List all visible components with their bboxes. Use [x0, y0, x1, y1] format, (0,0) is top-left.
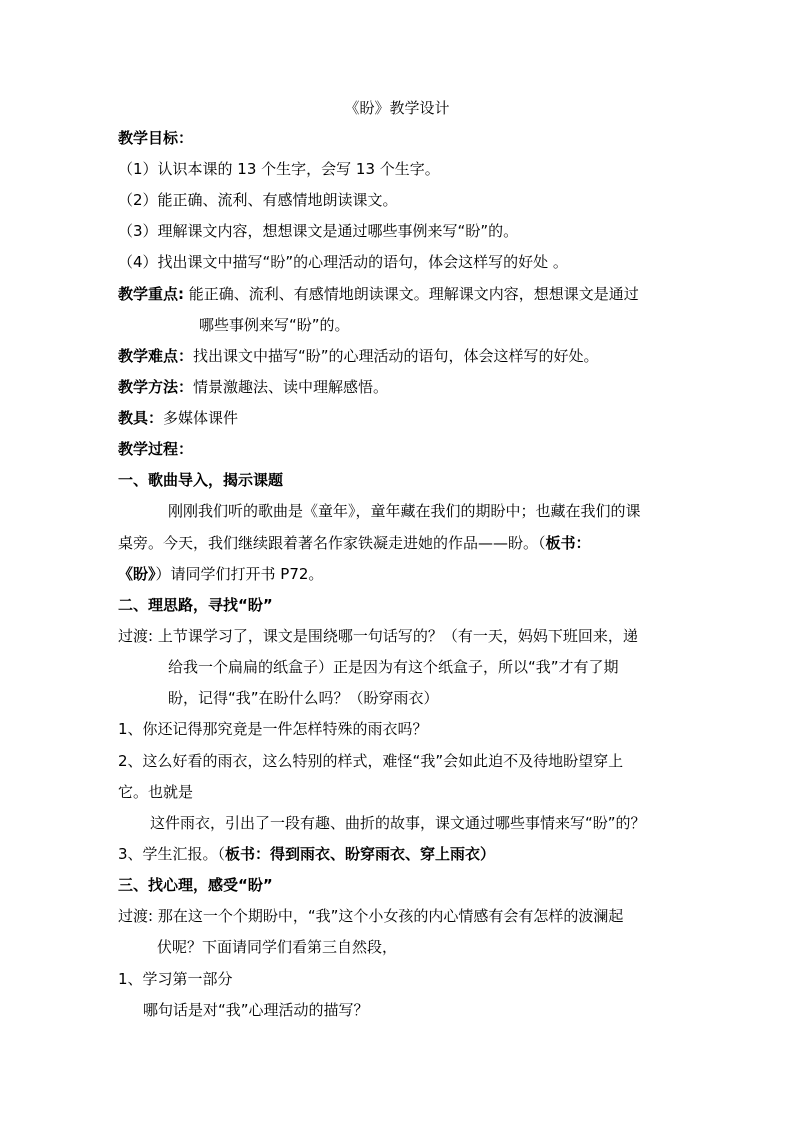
line-objective-2: [118, 189, 398, 211]
paragraph-line: [168, 687, 439, 709]
text-run: 桌旁。今天，我们继续跟着著名作家铁凝走进她的作品——盼。（: [118, 534, 546, 552]
text-run: （4）找出课文中描写“盼”的心理活动的语句，体会这样写的好处 。: [118, 253, 568, 271]
text-run: （1）认识本课的 13 个生字，会写 13 个生字。: [118, 160, 440, 178]
list-item: [118, 718, 428, 740]
bold-text-run: 教学过程：: [118, 440, 194, 458]
list-item: [118, 750, 623, 772]
text-run: 多媒体课件: [163, 409, 239, 427]
text-run: 刚刚我们听的歌曲是《童年》，童年藏在我们的期盼中；也藏在我们的课: [168, 502, 641, 520]
text-run: 盼，记得“我”在盼什么吗？（盼穿雨衣）: [168, 689, 439, 707]
section-3-heading: [118, 874, 273, 896]
paragraph-line: [143, 999, 369, 1021]
line-objectives-heading: [118, 127, 193, 149]
bold-text-run: 一、歌曲导入，揭示课题: [118, 471, 284, 489]
bold-text-run: 《盼》: [118, 565, 156, 583]
paragraph-line: [150, 812, 646, 834]
paragraph-line: [118, 563, 323, 585]
paragraph-line: [168, 656, 619, 678]
paragraph-line: [118, 905, 623, 927]
text-run: 过渡: 上节课学习了，课文是围绕哪一句话写的？（有一天，妈妈下班回来，递: [118, 627, 638, 645]
line-teaching-aids: [118, 407, 238, 429]
text-run: 给我一个扁扁的纸盒子）正是因为有这个纸盒子，所以“我”才有了期: [168, 658, 619, 676]
text-run: 1、学习第一部分: [118, 970, 233, 988]
text-run: 哪句话是对“我”心理活动的描写？: [143, 1001, 369, 1019]
list-item: [118, 968, 233, 990]
paragraph-line: [118, 532, 591, 554]
paragraph-line: [168, 500, 641, 522]
paragraph-line: [118, 781, 193, 803]
text-run: （2）能正确、流利、有感情地朗读课文。: [118, 191, 398, 209]
line-methods: [118, 376, 388, 398]
section-1-heading: [118, 469, 283, 491]
text-run: 能正确、流利、有感情地朗读课文。理解课文内容，想想课文是通过: [184, 285, 639, 303]
text-run: 哪些事例来写“盼”的。: [199, 316, 350, 334]
text-run: （3）理解课文内容，想想课文是通过哪些事例来写“盼”的。: [118, 222, 519, 240]
text-run: 伏呢？下面请同学们看第三自然段，: [157, 938, 398, 956]
line-objective-1: [118, 158, 440, 180]
line-key-points: [118, 283, 639, 305]
bold-text-run: 教学目标：: [118, 129, 194, 147]
text-run: 它。也就是: [118, 783, 194, 801]
text-run: 情景激趣法、读中理解感悟。: [193, 378, 389, 396]
text-run: 找出课文中描写“盼”的心理活动的语句，体会这样写的好处。: [193, 347, 599, 365]
list-item: [118, 843, 495, 865]
bold-text-run: 教学难点：: [118, 347, 194, 365]
line-process-heading: [118, 438, 193, 460]
line-objective-3: [118, 220, 518, 242]
text-run: 过渡: 那在这一个个期盼中，“我”这个小女孩的内心情感有会有怎样的波澜起: [118, 907, 624, 925]
line-difficulties: [118, 345, 599, 367]
bold-text-run: 三、找心理，感受“盼”: [118, 876, 273, 894]
paragraph-line: [118, 625, 638, 647]
text-run: 这件雨衣，引出了一段有趣、曲折的故事，课文通过哪些事情来写“盼”的？: [150, 814, 646, 832]
bold-text-run: 板书：得到雨衣、盼穿雨衣、穿上雨衣）: [225, 845, 496, 863]
text-run: 1、你还记得那究竟是一件怎样特殊的雨衣吗？: [118, 720, 428, 738]
paragraph-line: [157, 936, 397, 958]
section-2-heading: [118, 594, 273, 616]
bold-text-run: 教具：: [118, 409, 164, 427]
line-objective-4: [118, 251, 568, 273]
bold-text-run: 教学方法：: [118, 378, 194, 396]
text-run: 3、学生汇报。（: [118, 845, 226, 863]
line-key-points-cont: [199, 314, 350, 336]
text-run: 2、这么好看的雨衣，这么特别的样式，难怪“我”会如此迫不及待地盼望穿上: [118, 752, 624, 770]
bold-text-run: 板书：: [545, 534, 591, 552]
bold-text-run: 教学重点:: [118, 285, 184, 303]
document-title: 《盼》教学设计: [344, 99, 450, 117]
text-run: ）请同学们打开书 P72。: [155, 565, 324, 583]
bold-text-run: 二、理思路，寻找“盼”: [118, 596, 273, 614]
